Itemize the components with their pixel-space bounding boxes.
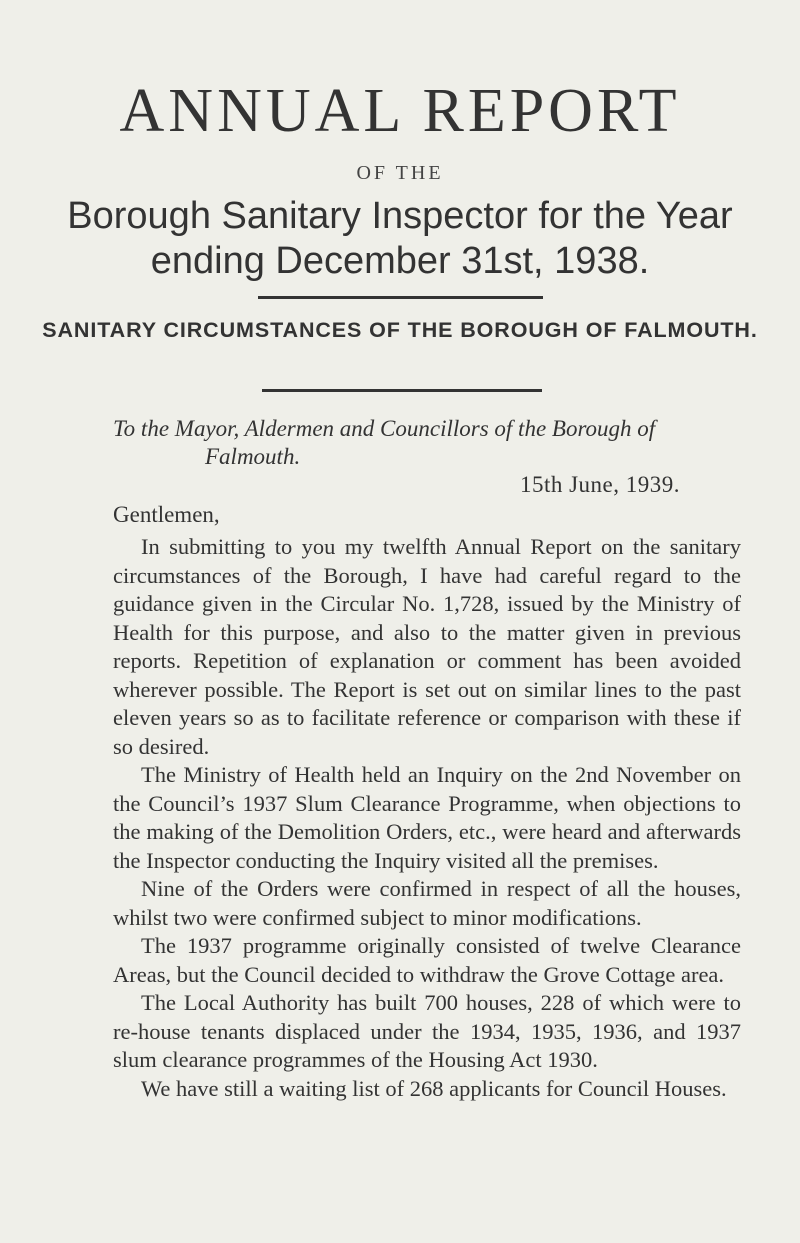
letter-address: [113, 415, 763, 471]
letter-date: 15th June, 1939.: [519, 472, 680, 497]
of-the-label: OF THE: [356, 162, 444, 184]
paragraph: In submitting to you my twelfth Annual Report on the sanitary circumstances of the Borough, I have had careful regard to the guidance given in the Circular No. 1,728, issued by the Ministry of Health for this purpose, and also to the matter given in previous reports. Repetition of explanation or comment has been avoided wherever possible. The Report is set out on similar lines to the past eleven years so as to facilitate reference or comparison with these if so desired.: [113, 534, 741, 759]
salutation: Gentlemen,: [113, 502, 220, 527]
report-title: ANNUAL REPORT: [119, 77, 681, 145]
paragraph: The Local Authority has built 700 houses, 228 of which were to re-house tenants displaced under the 1934, 1935, 1936, and 1937 slum clearance programmes of the Housing Act 1930.: [113, 990, 741, 1072]
section-heading: SANITARY CIRCUMSTANCES OF THE BOROUGH OF FALMOUTH.: [42, 318, 758, 342]
address-line-1: To the Mayor, Aldermen and Councillors of the Borough of: [113, 416, 656, 441]
paragraph: Nine of the Orders were confirmed in respect of all the houses, whilst two were confirmed subject to minor modifications.: [113, 876, 741, 930]
divider-top: [258, 296, 543, 299]
paragraph: The 1937 programme originally consisted of twelve Clearance Areas, but the Council decided to withdraw the Grove Cottage area.: [113, 933, 741, 987]
address-line-2: Falmouth.: [205, 444, 301, 469]
paragraph: The Ministry of Health held an Inquiry on the 2nd November on the Council’s 1937 Slum Clearance Programme, when objections to the making of the Demolition Orders, etc., were heard and afterwards the Inspector conducting the Inquiry visited all the premises.: [113, 762, 741, 873]
paragraph: We have still a waiting list of 268 applicants for Council Houses.: [141, 1075, 727, 1101]
letter-body: [113, 533, 741, 1103]
divider-bottom: [262, 389, 542, 392]
report-subtitle: Borough Sanitary Inspector for the Year ending December 31st, 1938.: [67, 195, 733, 282]
